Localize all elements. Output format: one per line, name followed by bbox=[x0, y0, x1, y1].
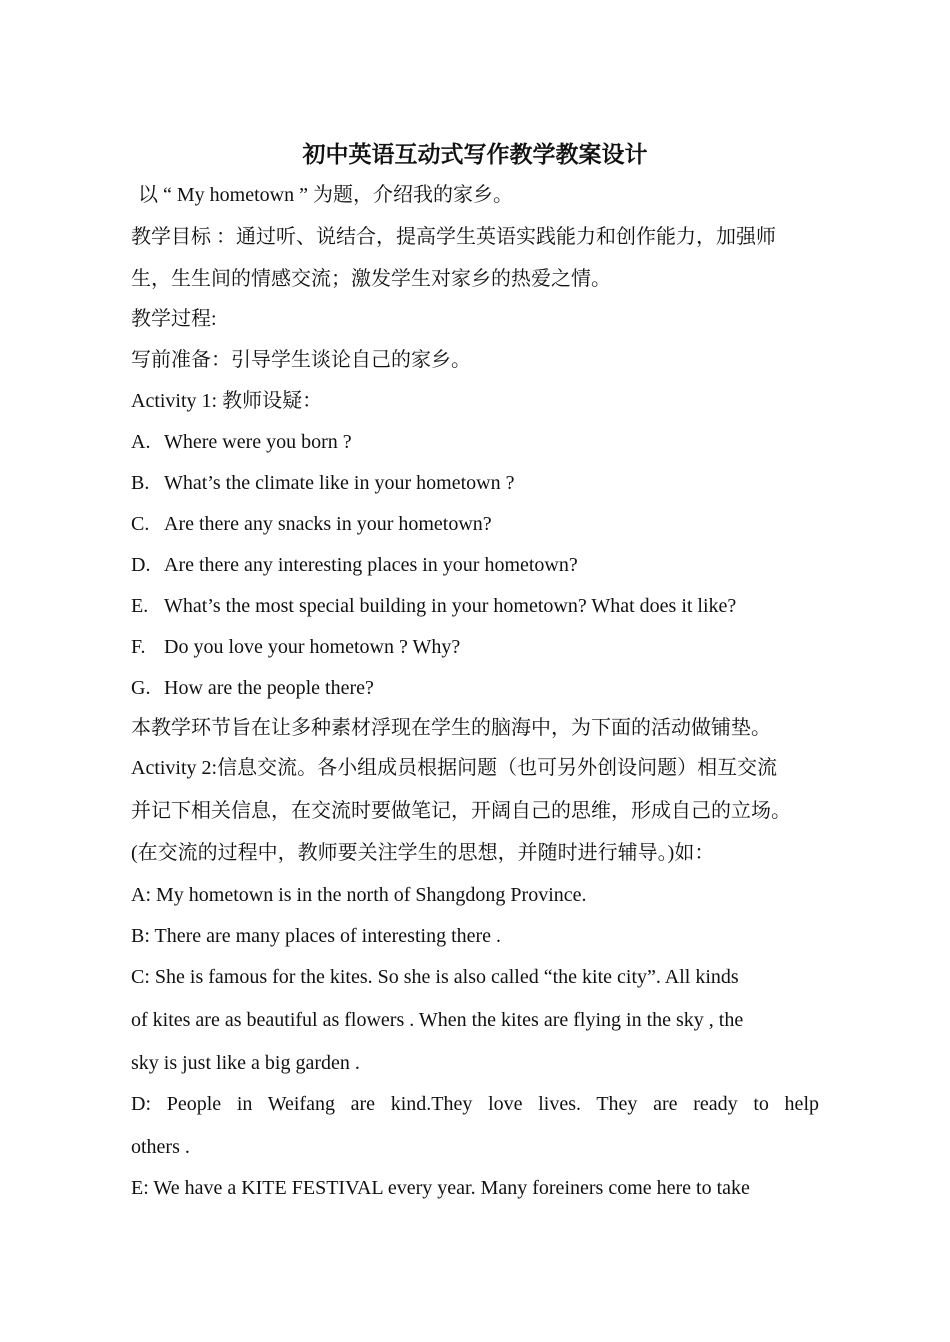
question-item bbox=[131, 509, 492, 539]
question-text: What’s the most special building in your hometown? What does it like? bbox=[164, 595, 737, 617]
purpose-note: 本教学环节旨在让多种素材浮现在学生的脑海中，为下面的活动做铺垫。 bbox=[131, 717, 771, 739]
answer-c-line-2: of kites are as beautiful as flowers . When the kites are flying in the sky , the bbox=[131, 1009, 744, 1031]
question-letter: E. bbox=[131, 595, 149, 617]
prewriting-line: 写前准备：引导学生谈论自己的家乡。 bbox=[131, 349, 471, 371]
question-letter: G. bbox=[131, 677, 151, 699]
question-letter: D. bbox=[131, 554, 151, 576]
activity2-line-3: (在交流的过程中，教师要关注学生的思想，并随时进行辅导。)如： bbox=[131, 842, 715, 864]
question-text: Where were you born ? bbox=[164, 431, 352, 453]
question-item bbox=[131, 427, 352, 457]
question-text: Do you love your hometown ? Why? bbox=[164, 636, 461, 658]
activity2-line-1: Activity 2:信息交流。各小组成员根据问题（也可另外创设问题）相互交流 bbox=[131, 757, 778, 779]
topic-line: 以 “ My hometown ” 为题，介绍我的家乡。 bbox=[138, 184, 513, 206]
activity1-heading: Activity 1: 教师设疑： bbox=[131, 390, 323, 412]
answer-e-line-1: E: We have a KITE FESTIVAL every year. Many foreiners come here to take bbox=[131, 1177, 750, 1199]
document-title: 初中英语互动式写作教学教案设计 bbox=[302, 142, 648, 167]
answer-c-line-3: sky is just like a big garden . bbox=[131, 1052, 360, 1074]
answer-d-line-1: D: People in Weifang are kind.They love lives. They are ready to help bbox=[131, 1093, 819, 1115]
question-item bbox=[131, 632, 460, 662]
question-letter: A. bbox=[131, 431, 151, 453]
question-item bbox=[131, 468, 514, 498]
answer-b: B: There are many places of interesting there . bbox=[131, 925, 502, 947]
activity2-line-2: 并记下相关信息，在交流时要做笔记，开阔自己的思维，形成自己的立场。 bbox=[131, 800, 791, 822]
answer-a: A: My hometown is in the north of Shangdong Province. bbox=[131, 884, 587, 906]
answer-c-line-1: C: She is famous for the kites. So she is also called “the kite city”. All kinds bbox=[131, 966, 739, 988]
question-text: What’s the climate like in your hometown ? bbox=[164, 472, 515, 494]
objective-line-1: 教学目标 ：通过听、说结合，提高学生英语实践能力和创作能力，加强师 bbox=[131, 226, 776, 248]
question-item bbox=[131, 550, 578, 580]
question-item bbox=[131, 591, 736, 621]
question-text: How are the people there? bbox=[164, 677, 374, 699]
question-letter: B. bbox=[131, 472, 150, 494]
question-text: Are there any interesting places in your hometown? bbox=[164, 554, 578, 576]
process-heading: 教学过程: bbox=[131, 308, 217, 330]
question-letter: C. bbox=[131, 513, 150, 535]
objective-line-2: 生，生生间的情感交流；激发学生对家乡的热爱之情。 bbox=[131, 268, 611, 290]
question-letter: F. bbox=[131, 636, 146, 658]
answer-d-line-2: others . bbox=[131, 1136, 190, 1158]
question-text: Are there any snacks in your hometown? bbox=[164, 513, 492, 535]
question-item bbox=[131, 673, 374, 703]
